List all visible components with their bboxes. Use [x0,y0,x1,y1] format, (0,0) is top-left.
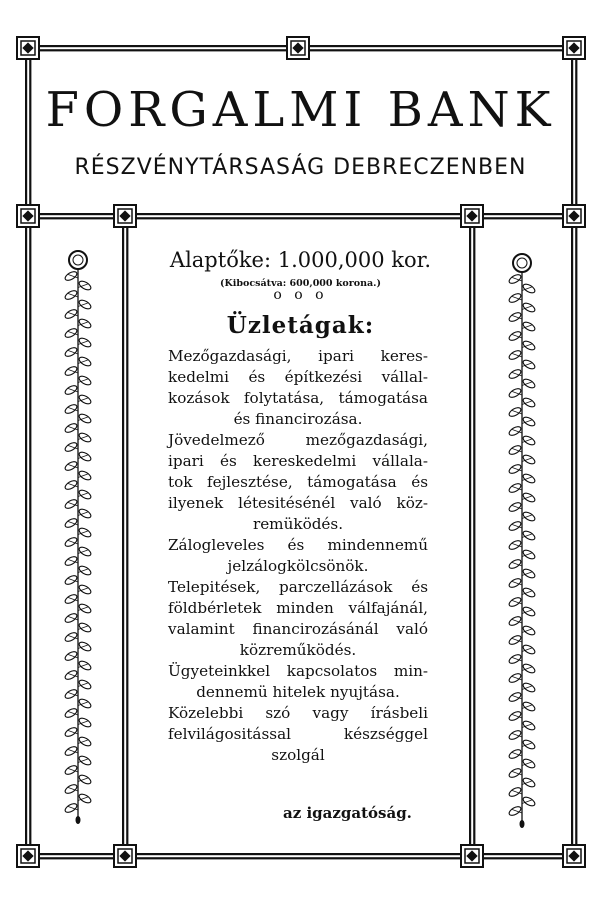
leaf-ornament [64,365,79,377]
leaf-ornament [64,688,79,700]
leaf-ornament [508,729,523,741]
leaf-ornament [64,574,79,586]
text-line: ipari és kereskedelmi vállala- [168,452,428,470]
text-line: Telepitések, parczellázások és [168,578,428,596]
leaf-ornament [78,697,93,709]
leaf-ornament [64,460,79,472]
leaf-ornament [78,716,93,728]
ornament-circles: o o o [273,287,328,303]
frame-rule [28,853,574,855]
leaf-ornament [64,384,79,396]
leaf-ornament [64,631,79,643]
leaf-ornament [508,539,523,551]
leaf-ornament [522,605,537,617]
leaf-ornament [508,425,523,437]
leaf-ornament [64,726,79,738]
leaf-ornament [64,612,79,624]
leaf-ornament [78,640,93,652]
text-line: ilyenek létesitésénél való köz- [168,494,428,512]
leaf-ornament [522,719,537,731]
leaf-ornament [522,472,537,484]
leaf-ornament [508,406,523,418]
text-line: dennemü hitelek nyujtása. [196,683,400,701]
leaf-ornament [64,669,79,681]
leaf-ornament [64,403,79,415]
leaf-ornament [508,482,523,494]
leaf-ornament [508,558,523,570]
leaf-ornament [522,567,537,579]
text-line: és financirozása. [233,410,363,428]
leaf-ornament [522,358,537,370]
leaf-ornament [522,339,537,351]
leaf-ornament [508,577,523,589]
leaf-ornament [78,773,93,785]
leaf-ornament [78,792,93,804]
leaf-ornament [508,805,523,817]
leaf-ornament [508,596,523,608]
leaf-ornament [522,624,537,636]
leaf-ornament [522,586,537,598]
leaf-ornament [522,529,537,541]
leaf-ornament [522,662,537,674]
leaf-ornament [508,463,523,475]
leaf-ornament [64,745,79,757]
leaf-ornament [508,710,523,722]
text-line: kedelmi és építkezési vállal- [168,368,428,386]
text-line: jelzálogkölcsönök. [227,557,369,575]
leaf-ornament [78,545,93,557]
text-line: Mezőgazdasági, ipari keres- [168,347,428,365]
frame-rule [28,857,574,859]
leaf-ornament [78,488,93,500]
leaf-ornament [64,707,79,719]
leaf-ornament [78,431,93,443]
leaf-ornament [64,441,79,453]
leaf-ornament [508,387,523,399]
leaf-ornament [508,349,523,361]
leaf-ornament [64,764,79,776]
leaf-ornament [508,691,523,703]
leaf-ornament [508,767,523,779]
text-line: szolgál [271,746,325,764]
paid-in-note: (Kibocsátva: 600,000 korona.) [220,278,381,289]
text-line: kozások folytatása, támogatása [168,389,428,407]
leaf-ornament [522,510,537,522]
frame-rule [28,217,574,219]
leaf-ornament [508,634,523,646]
leaf-ornament [508,368,523,380]
leaf-ornament [508,672,523,684]
leaf-ornament [78,583,93,595]
leaf-ornament [522,396,537,408]
text-line: Jövedelmező mezőgazdasági, [168,431,428,449]
leaf-ornament [78,754,93,766]
leaf-ornament [64,555,79,567]
garland-tip [76,816,81,824]
leaf-ornament [522,738,537,750]
capital-line: Alaptőke: 1.000,000 kor. [169,248,432,272]
leaf-ornament [522,757,537,769]
leaf-ornament [78,412,93,424]
text-line: Zálogleveles és mindennemű [168,536,428,554]
leaf-ornament [78,678,93,690]
leaf-ornament [508,786,523,798]
text-line: valamint financirozásánál való [168,620,428,638]
garland-tip [520,820,525,828]
leaf-ornament [522,776,537,788]
leaf-ornament [78,393,93,405]
leaf-ornament [522,643,537,655]
leaf-ornament [78,526,93,538]
leaf-ornament [78,450,93,462]
leaf-ornament [78,735,93,747]
leaf-ornament [64,536,79,548]
leaf-ornament [78,564,93,576]
leaf-ornament [508,501,523,513]
leaf-ornament [64,802,79,814]
services-text [168,346,428,766]
leaf-ornament [508,615,523,627]
leaf-ornament [522,700,537,712]
bank-title: FORGALMI BANK [45,82,556,138]
leaf-ornament [64,422,79,434]
leaf-ornament [64,346,79,358]
leaf-ornament [64,498,79,510]
leaf-ornament [522,681,537,693]
leaf-ornament [78,355,93,367]
leaf-ornament [522,415,537,427]
text-line: Ügyeteinkkel kapcsolatos min- [168,662,428,680]
leaf-ornament [64,593,79,605]
leaf-ornament [64,783,79,795]
leaf-ornament [78,374,93,386]
leaf-ornament [522,548,537,560]
leaf-ornament [78,469,93,481]
text-line: földbérletek minden válfajánál, [168,599,428,617]
leaf-ornament [64,650,79,662]
signature: az igazgatóság. [283,804,412,822]
leaf-ornament [508,520,523,532]
frame-rule [28,213,574,215]
text-line: Közelebbi szó vagy írásbeli [168,704,428,722]
section-heading: Üzletágak: [226,312,375,339]
leaf-ornament [64,479,79,491]
leaf-ornament [522,491,537,503]
text-line: felvilágositással készséggel [168,725,428,743]
leaf-ornament [522,795,537,807]
leaf-ornament [78,602,93,614]
leaf-ornament [508,653,523,665]
leaf-ornament [522,377,537,389]
leaf-ornament [78,621,93,633]
text-line: tok fejlesztése, támogatása és [168,473,428,491]
leaf-ornament [522,434,537,446]
text-line: közreműködés. [239,641,357,659]
leaf-ornament [78,659,93,671]
leaf-ornament [64,517,79,529]
leaf-ornament [508,748,523,760]
text-line: remüködés. [252,515,344,533]
leaf-ornament [508,444,523,456]
leaf-ornament [522,453,537,465]
bank-subtitle: RÉSZVÉNYTÁRSASÁG DEBRECZENBEN [74,155,527,180]
leaf-ornament [78,507,93,519]
